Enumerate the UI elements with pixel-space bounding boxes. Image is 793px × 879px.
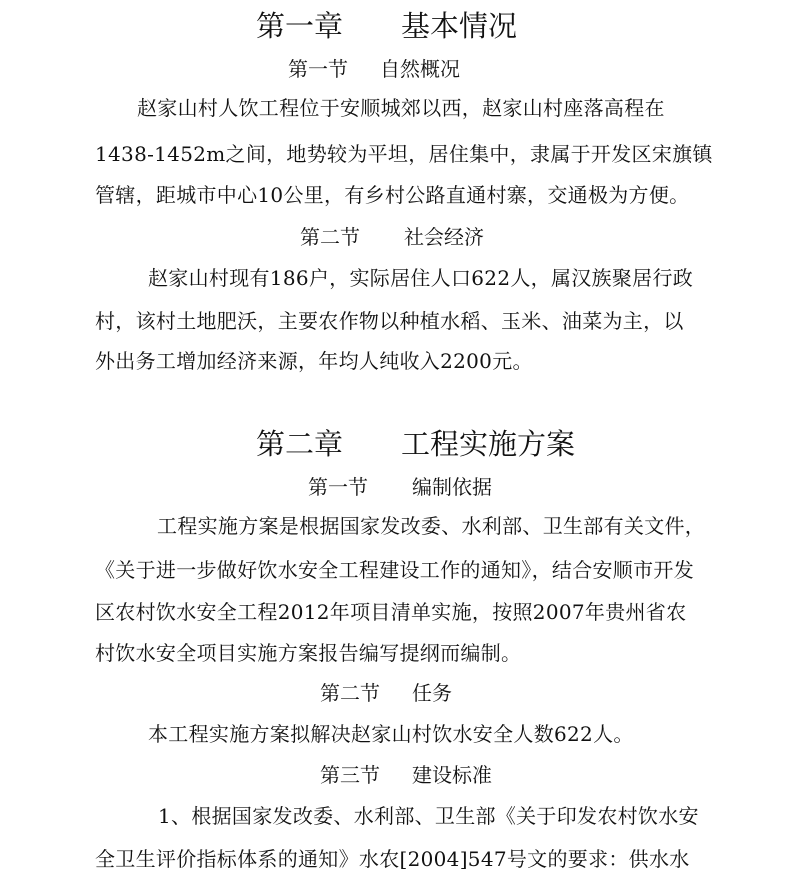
section-heading (288, 59, 460, 79)
section-heading (300, 227, 484, 247)
paragraph-line: 本工程实施方案拟解决赵家山村饮水安全人数622人。 (148, 722, 634, 746)
paragraph-line: 工程实施方案是根据国家发改委、水利部、卫生部有关文件， (157, 514, 706, 538)
section-title: 自然概况 (380, 57, 460, 81)
chapter-heading (256, 9, 518, 43)
paragraph-line: 区农村饮水安全工程2012年项目清单实施，按照2007年贵州省农 (95, 600, 687, 624)
paragraph-line: 村，该村土地肥沃，主要农作物以种植水稻、玉米、油菜为主，以 (95, 309, 684, 333)
paragraph-line: 全卫生评价指标体系的通知》水农[2004]547号文的要求：供水水 (95, 847, 690, 871)
chapter-title: 工程实施方案 (401, 427, 576, 461)
chapter-title: 基本情况 (401, 9, 518, 43)
paragraph-line: 赵家山村现有186户，实际居住人口622人，属汉族聚居行政 (148, 266, 694, 290)
section-number: 第三节 (320, 763, 380, 787)
section-number: 第一节 (308, 475, 368, 499)
paragraph-line: 1438-1452m之间，地势较为平坦，居住集中，隶属于开发区宋旗镇 (95, 142, 713, 166)
paragraph-line: 外出务工增加经济来源，年均人纯收入2200元。 (95, 349, 533, 373)
section-heading (320, 683, 452, 703)
paragraph-line: 管辖，距城市中心10公里，有乡村公路直通村寨，交通极为方便。 (95, 183, 690, 207)
chapter-heading (256, 427, 576, 461)
section-title: 建设标准 (412, 763, 492, 787)
section-heading (308, 477, 492, 497)
section-title: 编制依据 (412, 475, 492, 499)
section-title: 任务 (412, 681, 452, 705)
paragraph-line: 赵家山村人饮工程位于安顺城郊以西，赵家山村座落高程在 (137, 96, 665, 120)
section-number: 第二节 (320, 681, 380, 705)
paragraph-line: 1、根据国家发改委、水利部、卫生部《关于印发农村饮水安 (158, 804, 699, 828)
chapter-number: 第一章 (256, 9, 344, 43)
section-number: 第二节 (300, 225, 360, 249)
paragraph-line: 村饮水安全项目实施方案报告编写提纲而编制。 (95, 641, 522, 665)
chapter-number: 第二章 (256, 427, 344, 461)
paragraph-line: 《关于进一步做好饮水安全工程建设工作的通知》，结合安顺市开发 (95, 558, 694, 582)
section-heading (320, 765, 492, 785)
section-title: 社会经济 (404, 225, 484, 249)
section-number: 第一节 (288, 57, 348, 81)
